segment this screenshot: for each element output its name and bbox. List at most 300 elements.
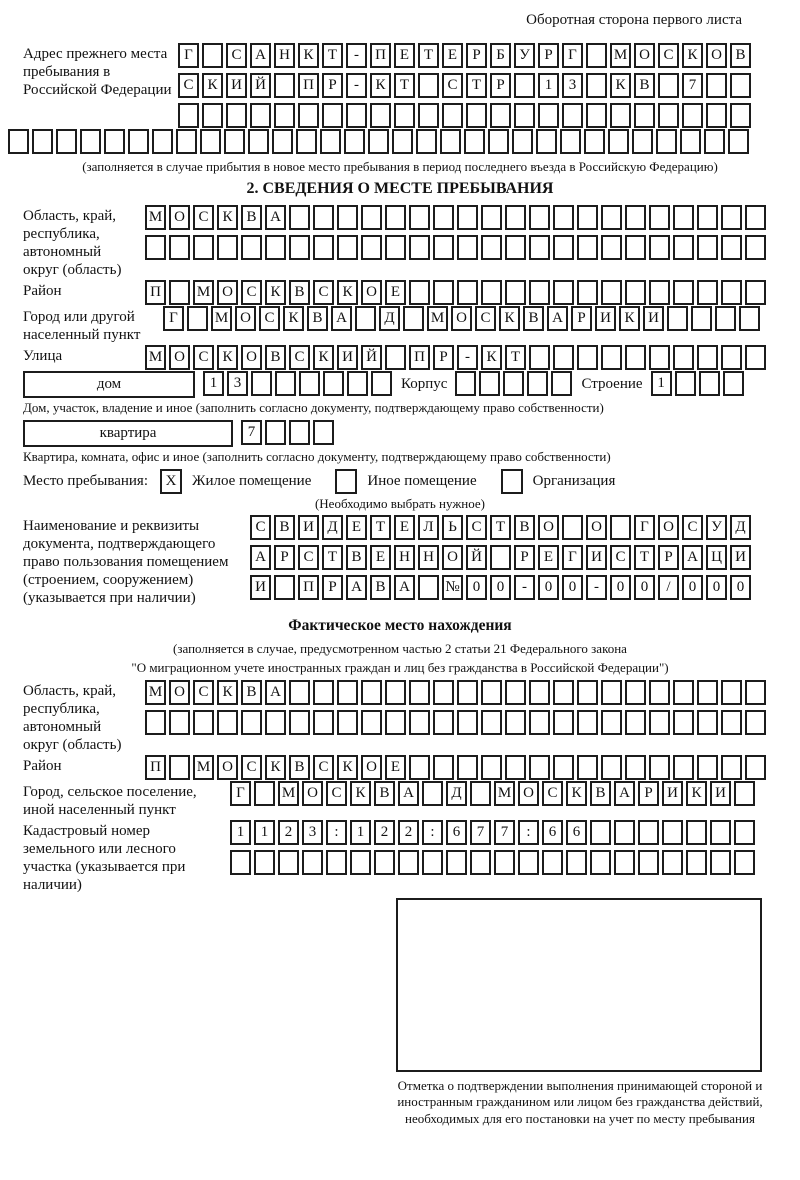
char-cell[interactable]: О <box>361 755 382 780</box>
char-cell[interactable] <box>298 103 319 128</box>
char-cell[interactable] <box>145 235 166 260</box>
char-cell[interactable] <box>302 850 323 875</box>
checkbox-organization[interactable] <box>501 469 523 494</box>
char-cell[interactable] <box>289 710 310 735</box>
char-cell[interactable] <box>433 680 454 705</box>
char-cell[interactable] <box>625 280 646 305</box>
char-cell[interactable] <box>361 205 382 230</box>
char-cell[interactable] <box>658 73 679 98</box>
char-cell[interactable] <box>577 280 598 305</box>
char-cell[interactable] <box>673 755 694 780</box>
char-cell[interactable] <box>697 710 718 735</box>
char-cell[interactable] <box>337 205 358 230</box>
char-cell[interactable] <box>584 129 605 154</box>
char-cell[interactable] <box>577 755 598 780</box>
char-cell[interactable] <box>542 850 563 875</box>
char-cell[interactable] <box>289 680 310 705</box>
char-cell[interactable] <box>514 73 535 98</box>
char-cell[interactable] <box>566 850 587 875</box>
char-cell[interactable]: Г <box>562 43 583 68</box>
char-cell[interactable]: К <box>217 205 238 230</box>
char-cell[interactable] <box>656 129 677 154</box>
char-cell[interactable] <box>562 515 583 540</box>
char-cell[interactable]: А <box>614 781 635 806</box>
char-cell[interactable] <box>745 345 766 370</box>
char-cell[interactable]: 2 <box>398 820 419 845</box>
char-cell[interactable]: 3 <box>302 820 323 845</box>
char-cell[interactable] <box>529 205 550 230</box>
char-cell[interactable] <box>536 129 557 154</box>
char-cell[interactable] <box>32 129 53 154</box>
char-cell[interactable]: О <box>634 43 655 68</box>
char-cell[interactable]: С <box>178 73 199 98</box>
char-cell[interactable] <box>350 850 371 875</box>
char-cell[interactable] <box>553 345 574 370</box>
char-cell[interactable] <box>601 345 622 370</box>
char-cell[interactable]: Т <box>322 545 343 570</box>
char-cell[interactable] <box>433 710 454 735</box>
char-cell[interactable] <box>529 235 550 260</box>
char-cell[interactable] <box>745 710 766 735</box>
char-cell[interactable]: Н <box>274 43 295 68</box>
char-cell[interactable] <box>479 371 500 396</box>
char-cell[interactable] <box>586 73 607 98</box>
char-cell[interactable] <box>409 235 430 260</box>
char-cell[interactable]: И <box>595 306 616 331</box>
char-cell[interactable] <box>347 371 368 396</box>
char-cell[interactable] <box>368 129 389 154</box>
char-cell[interactable] <box>682 103 703 128</box>
char-cell[interactable]: В <box>307 306 328 331</box>
char-cell[interactable] <box>385 680 406 705</box>
char-cell[interactable] <box>457 680 478 705</box>
char-cell[interactable] <box>289 235 310 260</box>
char-cell[interactable] <box>457 280 478 305</box>
char-cell[interactable]: Е <box>538 545 559 570</box>
char-cell[interactable] <box>278 850 299 875</box>
char-cell[interactable] <box>730 103 751 128</box>
char-cell[interactable]: 0 <box>562 575 583 600</box>
char-cell[interactable] <box>274 575 295 600</box>
char-cell[interactable] <box>662 850 683 875</box>
char-cell[interactable]: М <box>145 680 166 705</box>
char-cell[interactable]: К <box>202 73 223 98</box>
char-cell[interactable]: / <box>658 575 679 600</box>
char-cell[interactable] <box>371 371 392 396</box>
char-cell[interactable] <box>176 129 197 154</box>
char-cell[interactable] <box>553 280 574 305</box>
char-cell[interactable] <box>433 755 454 780</box>
char-cell[interactable] <box>374 850 395 875</box>
char-cell[interactable] <box>745 235 766 260</box>
char-cell[interactable]: О <box>361 280 382 305</box>
char-cell[interactable]: 7 <box>241 420 262 445</box>
char-cell[interactable] <box>490 103 511 128</box>
char-cell[interactable]: М <box>610 43 631 68</box>
char-cell[interactable]: С <box>313 755 334 780</box>
char-cell[interactable]: Н <box>394 545 415 570</box>
char-cell[interactable] <box>254 850 275 875</box>
char-cell[interactable] <box>326 850 347 875</box>
char-cell[interactable]: Е <box>394 515 415 540</box>
char-cell[interactable] <box>723 371 744 396</box>
char-cell[interactable]: Р <box>322 575 343 600</box>
char-cell[interactable]: О <box>241 345 262 370</box>
char-cell[interactable]: 1 <box>538 73 559 98</box>
char-cell[interactable]: Й <box>361 345 382 370</box>
char-cell[interactable] <box>289 420 310 445</box>
char-cell[interactable]: А <box>331 306 352 331</box>
char-cell[interactable] <box>440 129 461 154</box>
char-cell[interactable] <box>169 280 190 305</box>
char-cell[interactable]: С <box>658 43 679 68</box>
char-cell[interactable]: О <box>302 781 323 806</box>
char-cell[interactable]: 1 <box>203 371 224 396</box>
char-cell[interactable]: - <box>457 345 478 370</box>
char-cell[interactable]: В <box>274 515 295 540</box>
char-cell[interactable]: К <box>370 73 391 98</box>
char-cell[interactable] <box>601 205 622 230</box>
char-cell[interactable]: В <box>370 575 391 600</box>
char-cell[interactable] <box>226 103 247 128</box>
char-cell[interactable] <box>275 371 296 396</box>
char-cell[interactable]: С <box>259 306 280 331</box>
char-cell[interactable]: В <box>289 280 310 305</box>
char-cell[interactable] <box>608 129 629 154</box>
char-cell[interactable] <box>675 371 696 396</box>
char-cell[interactable]: В <box>241 205 262 230</box>
char-cell[interactable]: Е <box>385 280 406 305</box>
char-cell[interactable] <box>721 235 742 260</box>
char-cell[interactable]: Т <box>322 43 343 68</box>
char-cell[interactable] <box>649 235 670 260</box>
char-cell[interactable] <box>409 205 430 230</box>
char-cell[interactable] <box>715 306 736 331</box>
char-cell[interactable] <box>601 280 622 305</box>
char-cell[interactable]: Р <box>322 73 343 98</box>
char-cell[interactable]: О <box>169 345 190 370</box>
char-cell[interactable]: - <box>346 43 367 68</box>
char-cell[interactable]: С <box>326 781 347 806</box>
char-cell[interactable]: Д <box>446 781 467 806</box>
char-cell[interactable] <box>739 306 760 331</box>
char-cell[interactable] <box>398 850 419 875</box>
char-cell[interactable] <box>662 820 683 845</box>
char-cell[interactable]: Е <box>370 545 391 570</box>
char-cell[interactable]: К <box>619 306 640 331</box>
char-cell[interactable] <box>433 205 454 230</box>
char-cell[interactable] <box>529 710 550 735</box>
char-cell[interactable]: К <box>217 345 238 370</box>
char-cell[interactable]: В <box>265 345 286 370</box>
char-cell[interactable] <box>553 680 574 705</box>
char-cell[interactable] <box>730 73 751 98</box>
char-cell[interactable] <box>446 850 467 875</box>
char-cell[interactable] <box>202 43 223 68</box>
char-cell[interactable]: Р <box>466 43 487 68</box>
char-cell[interactable] <box>481 710 502 735</box>
char-cell[interactable]: Е <box>442 43 463 68</box>
char-cell[interactable]: 7 <box>494 820 515 845</box>
char-cell[interactable] <box>734 781 755 806</box>
char-cell[interactable]: В <box>523 306 544 331</box>
char-cell[interactable] <box>625 235 646 260</box>
char-cell[interactable] <box>169 710 190 735</box>
char-cell[interactable] <box>385 710 406 735</box>
char-cell[interactable]: О <box>451 306 472 331</box>
char-cell[interactable]: С <box>466 515 487 540</box>
char-cell[interactable] <box>577 680 598 705</box>
char-cell[interactable] <box>241 235 262 260</box>
char-cell[interactable] <box>409 710 430 735</box>
char-cell[interactable]: : <box>422 820 443 845</box>
char-cell[interactable]: П <box>409 345 430 370</box>
char-cell[interactable]: В <box>634 73 655 98</box>
char-cell[interactable]: : <box>326 820 347 845</box>
char-cell[interactable] <box>673 680 694 705</box>
char-cell[interactable] <box>394 103 415 128</box>
char-cell[interactable] <box>488 129 509 154</box>
char-cell[interactable] <box>274 103 295 128</box>
char-cell[interactable] <box>193 710 214 735</box>
char-cell[interactable] <box>503 371 524 396</box>
char-cell[interactable] <box>169 755 190 780</box>
char-cell[interactable]: О <box>217 280 238 305</box>
char-cell[interactable] <box>697 345 718 370</box>
char-cell[interactable]: К <box>499 306 520 331</box>
char-cell[interactable]: К <box>265 280 286 305</box>
char-cell[interactable] <box>527 371 548 396</box>
char-cell[interactable] <box>313 420 334 445</box>
char-cell[interactable] <box>323 371 344 396</box>
char-cell[interactable] <box>721 280 742 305</box>
char-cell[interactable] <box>638 850 659 875</box>
char-cell[interactable]: Т <box>394 73 415 98</box>
char-cell[interactable] <box>710 820 731 845</box>
char-cell[interactable]: С <box>193 205 214 230</box>
char-cell[interactable] <box>512 129 533 154</box>
char-cell[interactable]: Е <box>385 755 406 780</box>
char-cell[interactable] <box>457 710 478 735</box>
char-cell[interactable] <box>680 129 701 154</box>
char-cell[interactable]: Д <box>379 306 400 331</box>
char-cell[interactable]: И <box>710 781 731 806</box>
char-cell[interactable]: С <box>442 73 463 98</box>
char-cell[interactable]: П <box>298 73 319 98</box>
char-cell[interactable] <box>104 129 125 154</box>
char-cell[interactable] <box>686 820 707 845</box>
char-cell[interactable] <box>418 103 439 128</box>
char-cell[interactable] <box>649 710 670 735</box>
char-cell[interactable] <box>560 129 581 154</box>
char-cell[interactable] <box>553 205 574 230</box>
char-cell[interactable] <box>614 850 635 875</box>
char-cell[interactable] <box>409 280 430 305</box>
char-cell[interactable]: Т <box>466 73 487 98</box>
char-cell[interactable]: Б <box>490 43 511 68</box>
char-cell[interactable] <box>551 371 572 396</box>
char-cell[interactable] <box>464 129 485 154</box>
char-cell[interactable] <box>632 129 653 154</box>
char-cell[interactable] <box>418 575 439 600</box>
char-cell[interactable] <box>697 280 718 305</box>
char-cell[interactable]: У <box>706 515 727 540</box>
char-cell[interactable]: А <box>682 545 703 570</box>
char-cell[interactable]: Р <box>433 345 454 370</box>
char-cell[interactable] <box>248 129 269 154</box>
char-cell[interactable] <box>673 205 694 230</box>
char-cell[interactable]: Т <box>418 43 439 68</box>
char-cell[interactable]: Р <box>658 545 679 570</box>
char-cell[interactable] <box>346 103 367 128</box>
char-cell[interactable] <box>529 280 550 305</box>
char-cell[interactable] <box>649 280 670 305</box>
char-cell[interactable]: Г <box>178 43 199 68</box>
char-cell[interactable] <box>217 235 238 260</box>
char-cell[interactable] <box>313 710 334 735</box>
char-cell[interactable]: И <box>586 545 607 570</box>
char-cell[interactable] <box>200 129 221 154</box>
char-cell[interactable]: 0 <box>730 575 751 600</box>
char-cell[interactable] <box>649 755 670 780</box>
char-cell[interactable] <box>337 235 358 260</box>
char-cell[interactable]: А <box>398 781 419 806</box>
char-cell[interactable] <box>590 850 611 875</box>
char-cell[interactable]: Е <box>346 515 367 540</box>
char-cell[interactable]: 6 <box>566 820 587 845</box>
char-cell[interactable] <box>313 680 334 705</box>
char-cell[interactable]: И <box>298 515 319 540</box>
char-cell[interactable] <box>697 680 718 705</box>
char-cell[interactable] <box>577 235 598 260</box>
char-cell[interactable] <box>230 850 251 875</box>
checkbox-other-premises[interactable] <box>335 469 357 494</box>
char-cell[interactable] <box>505 235 526 260</box>
char-cell[interactable]: К <box>283 306 304 331</box>
char-cell[interactable]: П <box>370 43 391 68</box>
char-cell[interactable]: 1 <box>254 820 275 845</box>
char-cell[interactable] <box>422 781 443 806</box>
char-cell[interactable]: : <box>518 820 539 845</box>
char-cell[interactable]: С <box>241 280 262 305</box>
char-cell[interactable] <box>254 781 275 806</box>
char-cell[interactable]: А <box>250 545 271 570</box>
char-cell[interactable]: 3 <box>227 371 248 396</box>
char-cell[interactable] <box>355 306 376 331</box>
char-cell[interactable] <box>455 371 476 396</box>
char-cell[interactable] <box>481 280 502 305</box>
char-cell[interactable] <box>361 680 382 705</box>
char-cell[interactable]: О <box>169 205 190 230</box>
char-cell[interactable] <box>625 680 646 705</box>
char-cell[interactable] <box>601 710 622 735</box>
char-cell[interactable]: К <box>337 280 358 305</box>
char-cell[interactable] <box>422 850 443 875</box>
char-cell[interactable] <box>562 103 583 128</box>
char-cell[interactable] <box>721 710 742 735</box>
char-cell[interactable] <box>697 205 718 230</box>
char-cell[interactable] <box>610 515 631 540</box>
char-cell[interactable] <box>553 755 574 780</box>
char-cell[interactable] <box>577 345 598 370</box>
char-cell[interactable] <box>193 235 214 260</box>
char-cell[interactable]: В <box>730 43 751 68</box>
char-cell[interactable]: Р <box>638 781 659 806</box>
char-cell[interactable] <box>721 680 742 705</box>
char-cell[interactable] <box>433 280 454 305</box>
char-cell[interactable] <box>634 103 655 128</box>
char-cell[interactable]: 0 <box>490 575 511 600</box>
char-cell[interactable] <box>686 850 707 875</box>
char-cell[interactable]: 0 <box>538 575 559 600</box>
char-cell[interactable]: О <box>538 515 559 540</box>
char-cell[interactable] <box>178 103 199 128</box>
char-cell[interactable] <box>638 820 659 845</box>
char-cell[interactable]: Д <box>730 515 751 540</box>
char-cell[interactable] <box>586 43 607 68</box>
char-cell[interactable] <box>728 129 749 154</box>
char-cell[interactable]: К <box>481 345 502 370</box>
char-cell[interactable] <box>706 103 727 128</box>
char-cell[interactable]: М <box>193 755 214 780</box>
char-cell[interactable] <box>320 129 341 154</box>
char-cell[interactable]: М <box>193 280 214 305</box>
char-cell[interactable] <box>601 235 622 260</box>
char-cell[interactable] <box>385 345 406 370</box>
char-cell[interactable] <box>494 850 515 875</box>
char-cell[interactable]: 7 <box>470 820 491 845</box>
char-cell[interactable]: А <box>250 43 271 68</box>
char-cell[interactable]: В <box>289 755 310 780</box>
char-cell[interactable]: Й <box>466 545 487 570</box>
char-cell[interactable] <box>466 103 487 128</box>
char-cell[interactable] <box>313 205 334 230</box>
char-cell[interactable]: О <box>217 755 238 780</box>
char-cell[interactable]: Ь <box>442 515 463 540</box>
char-cell[interactable]: Г <box>163 306 184 331</box>
char-cell[interactable] <box>409 755 430 780</box>
char-cell[interactable]: 6 <box>446 820 467 845</box>
char-cell[interactable] <box>145 710 166 735</box>
char-cell[interactable] <box>457 755 478 780</box>
char-cell[interactable] <box>625 345 646 370</box>
char-cell[interactable]: С <box>289 345 310 370</box>
char-cell[interactable]: И <box>730 545 751 570</box>
char-cell[interactable]: Й <box>250 73 271 98</box>
char-cell[interactable] <box>224 129 245 154</box>
char-cell[interactable] <box>361 710 382 735</box>
char-cell[interactable] <box>734 850 755 875</box>
char-cell[interactable] <box>385 205 406 230</box>
char-cell[interactable] <box>313 235 334 260</box>
char-cell[interactable]: С <box>610 545 631 570</box>
char-cell[interactable] <box>505 710 526 735</box>
char-cell[interactable]: Р <box>571 306 592 331</box>
char-cell[interactable]: М <box>427 306 448 331</box>
char-cell[interactable] <box>169 235 190 260</box>
char-cell[interactable] <box>470 850 491 875</box>
char-cell[interactable] <box>734 820 755 845</box>
char-cell[interactable]: О <box>442 545 463 570</box>
char-cell[interactable] <box>601 755 622 780</box>
char-cell[interactable]: О <box>706 43 727 68</box>
char-cell[interactable] <box>745 755 766 780</box>
char-cell[interactable] <box>691 306 712 331</box>
char-cell[interactable]: Ц <box>706 545 727 570</box>
char-cell[interactable]: К <box>217 680 238 705</box>
char-cell[interactable]: Е <box>394 43 415 68</box>
char-cell[interactable] <box>673 280 694 305</box>
